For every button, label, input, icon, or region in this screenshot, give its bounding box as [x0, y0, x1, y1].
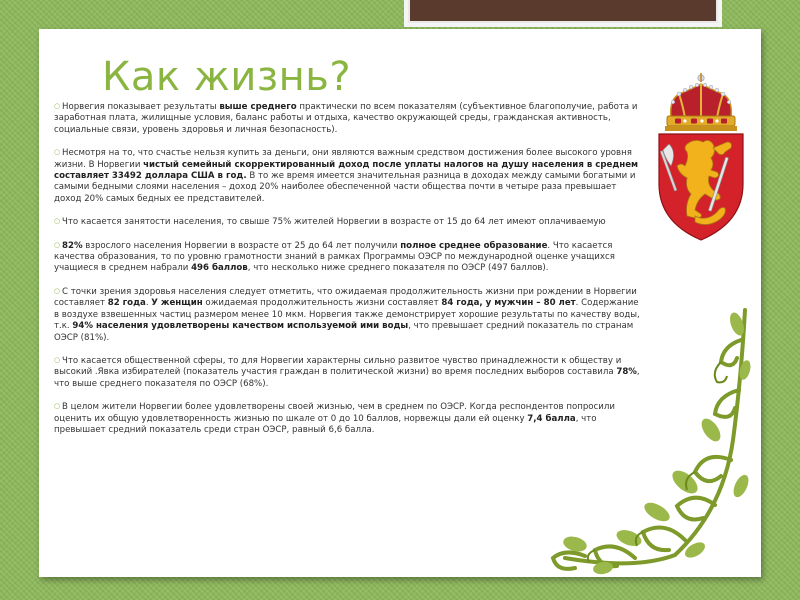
bullet-icon: ○: [54, 148, 61, 157]
bold-text: 7,4 балла: [527, 413, 576, 424]
bold-text: 496 баллов: [191, 263, 248, 274]
bold-text: 82%: [62, 240, 83, 251]
bold-text: выше среднего: [219, 102, 297, 112]
text-run: В то же время имеется значительная разница в доходах между самыми богатыми и самыми бедными слоями населения – доход 20% наиболее обеспеченной части общества почти в четыре раза превышает доход 20% самых бедных ее представителей.: [54, 171, 636, 204]
paragraph-2: [54, 148, 642, 205]
text-run: , что выше среднего показателя по ОЭСР (68%).: [54, 367, 640, 389]
bullet-icon: ○: [54, 217, 61, 226]
bullet-icon: ○: [54, 102, 61, 110]
bold-text: У женщин: [151, 298, 203, 309]
text-run: практически по всем показателям (субъективное благополучие, работа и заработная плата, жилищные условия, баланс работы и отдыха, качество окружающей среды, гражданская активность, социальные связи, уровень здоровья и личная безопасность).: [54, 102, 638, 135]
top-tab-inner: [410, 0, 716, 21]
ornamental-vine-icon: [545, 300, 760, 575]
text-run: . Что касается качества образования, то по уровню грамотности знаний в рамках Программы ОЭСР по международной оценке учащихся учащиеся в среднем набрали: [54, 240, 615, 274]
bold-text: полное среднее образование: [400, 240, 548, 251]
bold-text: чистый семейный скорректированный доход после уплаты налогов на душу населения в среднем составляет 33492 доллара США в год.: [54, 159, 639, 182]
text-run: Норвегия показывает результаты: [62, 102, 220, 112]
slide-title: Как жизнь?: [102, 54, 352, 100]
bullet-icon: ○: [54, 240, 61, 249]
text-run: С точки зрения здоровья населения следует отметить, что ожидаемая продолжительность жизни при рождении в Норвегии составляет: [54, 286, 637, 309]
bold-text: 82 года: [107, 298, 146, 309]
bold-text: 94% населения удовлетворены качеством используемой ими воды: [72, 321, 409, 332]
bold-text: 78%: [616, 367, 637, 378]
text-run: . Содержание в воздухе взвешенных частиц размером менее 10 мкм. Норвегия также демонстрирует хорошие результаты по качеству воды, т.к.: [54, 298, 640, 332]
text-run: Что касается занятости населения, то свыше 75% жителей Норвегии в возрасте от 15 до 64 лет имеют оплачиваемую: [62, 217, 606, 228]
bullet-icon: ○: [54, 355, 61, 364]
paragraph-1: [54, 102, 642, 136]
text-run: В целом жители Норвегии более удовлетворены своей жизнью, чем в среднем по ОЭСР. Когда респондентов попросили оценить их общую удовлетворенность жизнью по шкале от 0 до 10 баллов, норвежцы дали ей оценку: [54, 402, 615, 424]
text-run: ожидаемая продолжительность жизни составляет: [202, 298, 442, 309]
paragraph-3: [54, 217, 642, 228]
bullet-icon: ○: [54, 286, 61, 295]
text-run: , что превышает средний показатель среди стран ОЭСР, равный 6,6 балла.: [54, 413, 597, 435]
norway-coat-of-arms-icon: [655, 72, 747, 242]
text-run: Несмотря на то, что счастье нельзя купить за деньги, они являются важным средством достижения более высокого уровня жизни. В Норвегии: [54, 148, 632, 170]
bullet-icon: ○: [54, 402, 61, 411]
text-run: Что касается общественной сферы, то для Норвегии характерны сильно развитое чувство принадлежности к обществу и высокий .Явка избирателей (показатель участия граждан в политической жизни) во время последних выборов составила: [54, 355, 622, 378]
text-run: , что несколько ниже среднего показателя по ОЭСР (497 баллов).: [247, 263, 549, 274]
bold-text: 84 года, у мужчин – 80 лет: [441, 298, 576, 309]
text-run: , что превышает средний показатель по странам ОЭСР (81%).: [54, 321, 634, 343]
text-run: .: [145, 298, 152, 309]
text-run: взрослого населения Норвегии в возрасте от 25 до 64 лет получили: [82, 240, 401, 251]
paragraph-4: [54, 241, 642, 275]
